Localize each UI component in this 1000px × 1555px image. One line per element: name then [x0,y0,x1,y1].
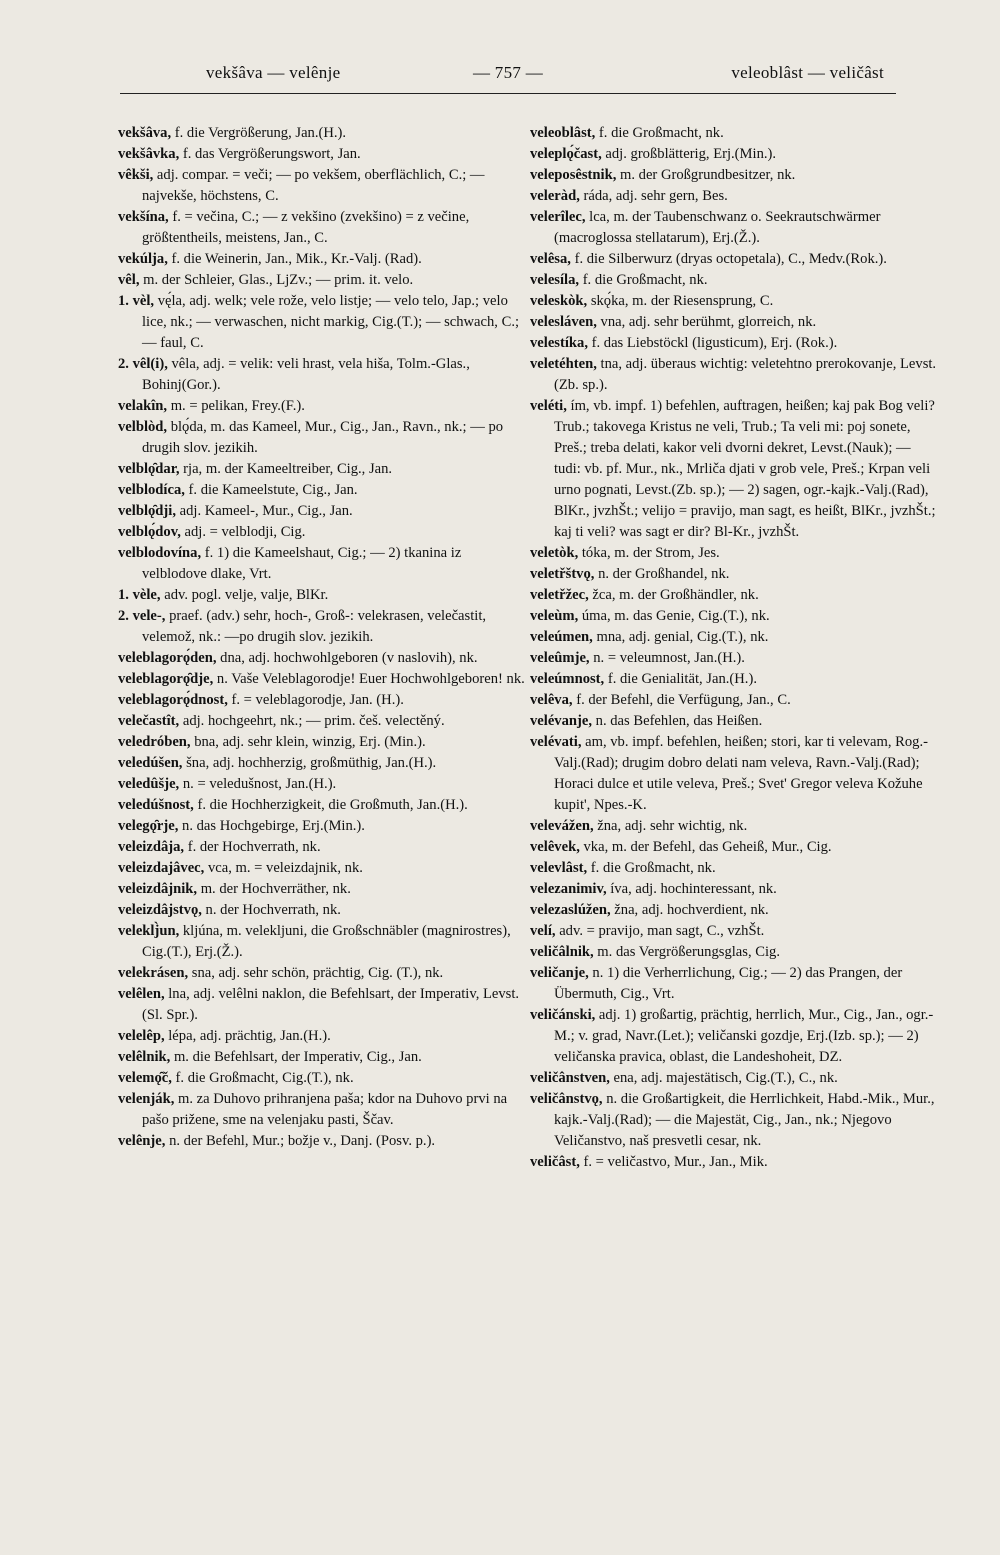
entry-headword: velblǫ̑dji, [118,503,176,519]
dictionary-entry [118,354,528,396]
entry-headword: velezaslúžen, [530,902,611,918]
dictionary-entry [118,144,528,165]
dictionary-entry [118,1047,528,1068]
dictionary-entry [118,711,528,732]
entry-definition: žna, adj. sehr wichtig, nk. [593,818,748,834]
entry-headword: veličánski, [530,1007,596,1023]
entry-headword: velevážen, [530,818,594,834]
entry-definition: f. die Kameelstute, Cig., Jan. [184,482,358,498]
dictionary-entry [530,1005,940,1068]
entry-headword: veléti, [530,398,567,414]
dictionary-entry [118,606,528,648]
entry-headword: 1. vèl, [118,293,155,309]
dictionary-entry [530,963,940,1005]
entry-headword: vekšâvka, [118,146,180,162]
entry-definition: kljúna, m. velekljuni, die Großschnäbler (magnirostres), Cig.(T.), Erj.(Ž.). [142,923,511,960]
dictionary-entry [530,711,940,732]
dictionary-entry [530,585,940,606]
entry-headword: veleblagorǫ̑dje, [118,671,214,687]
right-column [530,123,940,1173]
entry-headword: veleúmnost, [530,671,605,687]
entry-headword: velelêp, [118,1028,165,1044]
dictionary-entry [530,837,940,858]
dictionary-entry [530,606,940,627]
entry-definition: m. die Befehlsart, der Imperativ, Cig., Jan. [170,1049,422,1065]
dictionary-entry [530,207,940,249]
entry-headword: veleblagorǫ́dnost, [118,692,228,708]
dictionary-entry [530,291,940,312]
entry-headword: velblǫ́dov, [118,524,181,540]
entry-headword: velêva, [530,692,573,708]
dictionary-entry [118,1026,528,1047]
entry-definition: ím, vb. impf. 1) befehlen, auftragen, heißen; kaj pak Bog veli? Trub.; takovega Kristus ne veli, Trub.; Ta veli mi: poj sonete, Preš.; treba delati, kakor veli dvorni dekret, Levst.(Nauk); — tudi: vb. pf. Mur., nk., Mrliča djati v grob vele, Preš.; Krpan veli urno pognati, Levst.(Zb. sp.); — 2) sagen, ogr.-kajk.-Valj.(Rad), BlKr., jvzhŠt.; velijo = pravijo, man sagt, es heißt, BlKr., jvzhŠt.; kaj ti veli? was sagt er dir? Bl-Kr., jvzhŠt. [554,398,936,540]
entry-definition: m. der Großgrundbesitzer, nk. [616,167,796,183]
entry-headword: velekrásen, [118,965,189,981]
entry-definition: ráda, adj. sehr gern, Bes. [579,188,728,204]
entry-headword: vêl, [118,272,140,288]
entry-headword: veleizdâja, [118,839,185,855]
dictionary-entry [530,354,940,396]
dictionary-entry [118,417,528,459]
entry-definition: adj. = velblodji, Cig. [180,524,306,540]
entry-headword: veličânstven, [530,1070,610,1086]
entry-definition: f. = večina, C.; — z vekšino (zvekšino) = z večine, größtentheils, meistens, Jan., C. [142,209,470,246]
dictionary-entry [530,543,940,564]
entry-headword: 1. vèle, [118,587,161,603]
dictionary-entry [530,690,940,711]
entry-definition: rja, m. der Kameeltreiber, Cig., Jan. [179,461,393,477]
entry-definition: vę́la, adj. welk; vele rože, velo listje; — velo telo, Jap.; velo lice, nk.; — verwaschen, nicht markig, Cig.(T.); — schwach, C.; — faul, C. [142,293,520,351]
entry-definition: f. der Befehl, die Verfügung, Jan., C. [572,692,791,708]
entry-definition: lna, adj. velêlni naklon, die Befehlsart, der Imperativ, Levst.(Sl. Spr.). [142,986,520,1023]
entry-definition: n. 1) die Verherrlichung, Cig.; — 2) das Prangen, der Übermuth, Cig., Vrt. [554,965,903,1002]
dictionary-entry [530,165,940,186]
dictionary-entry [530,627,940,648]
dictionary-entry [530,879,940,900]
entry-headword: velblǫ̑dar, [118,461,180,477]
dictionary-entry [118,207,528,249]
page-number: — 757 — [472,63,544,82]
entry-headword: veletřžec, [530,587,589,603]
entry-headword: velévati, [530,734,582,750]
entry-headword: velesíla, [530,272,580,288]
entry-headword: veledróben, [118,734,191,750]
entry-definition: f. = veličastvo, Mur., Jan., Mik. [579,1154,768,1170]
entry-headword: veleklj̀un, [118,923,180,939]
entry-headword: velêlnik, [118,1049,171,1065]
entry-headword: veličâlnik, [530,944,594,960]
entry-definition: n. das Hochgebirge, Erj.(Min.). [178,818,365,834]
entry-headword: velenják, [118,1091,175,1107]
entry-headword: vêkši, [118,167,154,183]
entry-definition: f. 1) die Kameelshaut, Cig.; — 2) tkanina iz velblodove dlake, Vrt. [142,545,462,582]
entry-headword: veleblagorǫ́den, [118,650,217,666]
dictionary-entry [118,900,528,921]
entry-definition: n. = veleumnost, Jan.(H.). [589,650,745,666]
entry-headword: velečastît, [118,713,180,729]
entry-definition: lépa, adj. prächtig, Jan.(H.). [164,1028,331,1044]
dictionary-entry [118,480,528,501]
dictionary-entry [118,543,528,585]
entry-definition: n. das Befehlen, das Heißen. [592,713,763,729]
dictionary-entry [118,879,528,900]
entry-headword: velegǫ̑rje, [118,818,179,834]
dictionary-entry [530,732,940,816]
dictionary-entry [530,270,940,291]
entry-definition: blǫ́da, m. das Kameel, Mur., Cig., Jan., Ravn., nk.; — po drugih slov. jezikih. [142,419,504,456]
entry-definition: adj. hochgeehrt, nk.; — prim. češ. velectěný. [179,713,445,729]
entry-definition: f. die Großmacht, nk. [587,860,716,876]
entry-headword: velezanimiv, [530,881,607,897]
dictionary-entry [530,1089,940,1152]
entry-definition: adv. = pravijo, man sagt, C., vzhŠt. [555,923,765,939]
page-header [120,63,896,87]
dictionary-entry [118,963,528,984]
entry-definition: m. das Vergrößerungsglas, Cig. [593,944,780,960]
entry-definition: f. die Vergrößerung, Jan.(H.). [171,125,347,141]
dictionary-entry [118,459,528,480]
dictionary-entry [118,732,528,753]
entry-definition: sna, adj. sehr schön, prächtig, Cig. (T.), nk. [188,965,444,981]
dictionary-entry [530,396,940,543]
dictionary-entry [118,1131,528,1152]
dictionary-entry [118,858,528,879]
entry-headword: velblòd, [118,419,168,435]
entry-definition: vêla, adj. = velik: veli hrast, vela hiša, Tolm.-Glas., Bohinj(Gor.). [142,356,470,393]
entry-definition: tna, adj. überaus wichtig: veletehtno prerokovanje, Levst.(Zb. sp.). [554,356,937,393]
entry-definition: f. = veleblagorodje, Jan. (H.). [227,692,404,708]
entry-headword: velí, [530,923,556,939]
entry-headword: veličanje, [530,965,589,981]
dictionary-entry [530,1152,940,1173]
entry-headword: velévanje, [530,713,593,729]
entry-definition: am, vb. impf. befehlen, heißen; stori, kar ti velevam, Rog.-Valj.(Rad); drugim dobro delati nam veleva, Ravn.-Valj.(Rad); Horaci dulce et utile veleva, Preš.; Svet' Gregor veleva Kožuhe kupit', Npes.-K. [554,734,928,813]
dictionary-entry [118,522,528,543]
entry-headword: velblodovína, [118,545,202,561]
entry-headword: velêlen, [118,986,165,1002]
dictionary-entry [530,333,940,354]
entry-headword: veličânstvǫ, [530,1091,603,1107]
dictionary-entry [530,921,940,942]
entry-headword: veleskòk, [530,293,588,309]
entry-headword: vekšâva, [118,125,172,141]
entry-definition: n. Vaše Veleblagorodje! Euer Hochwohlgeboren! nk. [213,671,525,687]
entry-headword: veleùm, [530,608,579,624]
entry-headword: velakîn, [118,398,168,414]
entry-definition: f. die Großmacht, nk. [579,272,708,288]
entry-definition: dna, adj. hochwohlgeboren (v naslovih), nk. [216,650,478,666]
entry-headword: velerîlec, [530,209,586,225]
left-column [118,123,528,1152]
entry-definition: adv. pogl. velje, valje, BlKr. [160,587,329,603]
dictionary-entry [530,312,940,333]
entry-headword: 2. vele-, [118,608,166,624]
entry-headword: veleûmje, [530,650,590,666]
header-rule [120,93,896,94]
entry-definition: žca, m. der Großhändler, nk. [588,587,759,603]
dictionary-entry [530,816,940,837]
dictionary-entry [118,669,528,690]
entry-headword: velestíka, [530,335,588,351]
dictionary-entry [530,564,940,585]
entry-definition: skǫ́ka, m. der Riesensprung, C. [587,293,774,309]
entry-definition: m. der Schleier, Glas., LjZv.; — prim. it. velo. [139,272,414,288]
dictionary-entry [118,396,528,417]
entry-headword: velêvek, [530,839,580,855]
entry-headword: veleizdajâvec, [118,860,205,876]
dictionary-entry [118,501,528,522]
entry-headword: veleràd, [530,188,580,204]
dictionary-entry [118,1068,528,1089]
entry-headword: vekúlja, [118,251,168,267]
entry-headword: veleúmen, [530,629,593,645]
dictionary-entry [530,669,940,690]
entry-definition: praef. (adv.) sehr, hoch-, Groß-: velekrasen, velečastit, velemož, nk.: —po drugih slov. jezikih. [142,608,487,645]
entry-definition: žna, adj. hochverdient, nk. [610,902,769,918]
dictionary-entry [530,900,940,921]
entry-definition: n. der Befehl, Mur.; božje v., Danj. (Posv. p.). [165,1133,436,1149]
entry-headword: velblodíca, [118,482,185,498]
entry-definition: f. die Weinerin, Jan., Mik., Kr.-Valj. (Rad). [167,251,422,267]
entry-definition: bna, adj. sehr klein, winzig, Erj. (Min.). [190,734,426,750]
entry-definition: adj. compar. = veči; — po vekšem, oberflächlich, C.; — najvekše, höchstens, C. [142,167,485,204]
entry-definition: šna, adj. hochherzig, großmüthig, Jan.(H.). [182,755,437,771]
entry-definition: lca, m. der Taubenschwanz o. Seekrautschwärmer (macroglossa stellatarum), Erj.(Ž.). [554,209,881,246]
dictionary-entry [118,795,528,816]
entry-definition: m. za Duhovo prihranjena paša; kdor na Duhovo prvi na pašo prižene, sme na velenjaku pasti, Ščav. [142,1091,508,1128]
dictionary-entry [530,648,940,669]
dictionary-entry [118,291,528,354]
dictionary-entry [530,144,940,165]
dictionary-entry [118,753,528,774]
entry-definition: f. die Großmacht, nk. [595,125,724,141]
entry-definition: úma, m. das Genie, Cig.(T.), nk. [578,608,770,624]
entry-headword: 2. vêl(i), [118,356,168,372]
dictionary-entry [118,585,528,606]
entry-headword: veleplǫ́čast, [530,146,602,162]
entry-definition: f. die Großmacht, Cig.(T.), nk. [171,1070,354,1086]
dictionary-entry [118,690,528,711]
entry-definition: f. das Liebstöckl (ligusticum), Erj. (Rok.). [587,335,838,351]
dictionary-entry [118,984,528,1026]
entry-headword: veledúšen, [118,755,183,771]
dictionary-entry [118,921,528,963]
entry-definition: f. die Hochherzigkeit, die Großmuth, Jan.(H.). [193,797,468,813]
entry-definition: tóka, m. der Strom, Jes. [578,545,720,561]
entry-headword: velemǫ̑č, [118,1070,172,1086]
entry-definition: f. der Hochverrath, nk. [184,839,321,855]
entry-headword: veletřštvǫ, [530,566,595,582]
entry-headword: veleizdâjstvǫ, [118,902,202,918]
dictionary-entry [118,1089,528,1131]
dictionary-entry [118,165,528,207]
entry-headword: veletéhten, [530,356,597,372]
dictionary-entry [118,774,528,795]
dictionary-entry [530,249,940,270]
dictionary-entry [530,1068,940,1089]
dictionary-entry [530,123,940,144]
entry-headword: velênje, [118,1133,166,1149]
entry-headword: velesláven, [530,314,597,330]
entry-definition: n. der Großhandel, nk. [594,566,730,582]
entry-definition: f. die Silberwurz (dryas octopetala), C., Medv.(Rok.). [570,251,887,267]
entry-definition: n. die Großartigkeit, die Herrlichkeit, Habd.-Mik., Mur., kajk.-Valj.(Rad); — die Majestät, Cig., Jan., nk.; Njegovo Veličanstvo, naš presvetli cesar, nk. [554,1091,935,1149]
header-right-range: veleoblâst — veličâst [731,63,884,82]
dictionary-entry [118,270,528,291]
dictionary-entry [530,942,940,963]
entry-definition: adj. 1) großartig, prächtig, herrlich, Mur., Cig., Jan., ogr.-M.; v. grad, Navr.(Let.); veličanski gozdje, Erj.(Izb. sp.); — 2) veličanska pravica, oblast, die Landeshoheit, DZ. [554,1007,934,1065]
dictionary-entry [118,648,528,669]
entry-definition: f. die Genialität, Jan.(H.). [604,671,757,687]
entry-headword: velêsa, [530,251,571,267]
entry-definition: íva, adj. hochinteressant, nk. [606,881,777,897]
entry-definition: ena, adj. majestätisch, Cig.(T.), C., nk. [609,1070,838,1086]
entry-definition: adj. Kameel-, Mur., Cig., Jan. [175,503,353,519]
entry-headword: velevlâst, [530,860,588,876]
entry-definition: mna, adj. genial, Cig.(T.), nk. [592,629,769,645]
entry-definition: adj. großblätterig, Erj.(Min.). [601,146,777,162]
entry-headword: veleizdâjnik, [118,881,198,897]
entry-definition: vca, m. = veleizdajnik, nk. [204,860,363,876]
entry-definition: m. = pelikan, Frey.(F.). [167,398,305,414]
entry-definition: vka, m. der Befehl, das Geheiß, Mur., Cig. [579,839,832,855]
entry-definition: n. der Hochverrath, nk. [201,902,341,918]
dictionary-entry [118,123,528,144]
entry-headword: veleposêstnik, [530,167,617,183]
entry-headword: veledúšnost, [118,797,194,813]
entry-headword: veledûšje, [118,776,180,792]
dictionary-entry [118,816,528,837]
dictionary-entry [530,186,940,207]
entry-definition: n. = veledušnost, Jan.(H.). [179,776,337,792]
entry-headword: veletòk, [530,545,579,561]
dictionary-entry [118,249,528,270]
header-left-range: vekšâva — velênje [206,63,341,82]
dictionary-entry [118,837,528,858]
entry-definition: f. das Vergrößerungswort, Jan. [179,146,361,162]
entry-headword: vekšína, [118,209,169,225]
entry-headword: veličâst, [530,1154,580,1170]
entry-definition: vna, adj. sehr berühmt, glorreich, nk. [596,314,817,330]
entry-definition: m. der Hochverräther, nk. [197,881,351,897]
entry-headword: veleoblâst, [530,125,596,141]
dictionary-entry [530,858,940,879]
